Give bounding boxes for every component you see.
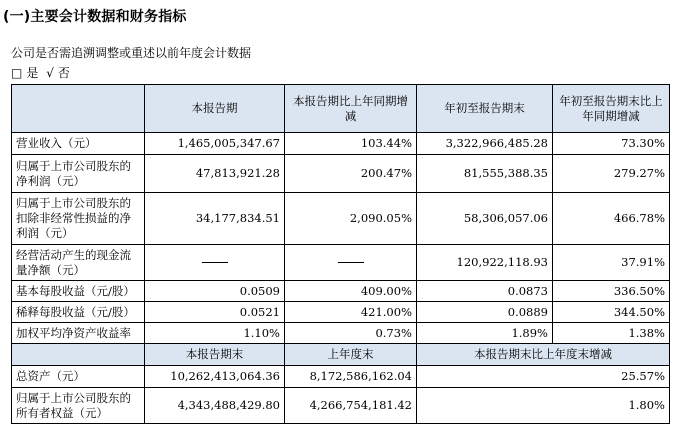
header-prior-year-end: 上年度末	[285, 344, 417, 366]
cell-value: 0.0509	[145, 281, 285, 302]
no-label: 否	[57, 66, 70, 80]
cell-dash	[145, 245, 285, 281]
header-current-period: 本报告期	[145, 85, 285, 133]
cell-value: 34,177,834.51	[145, 193, 285, 245]
dash-mark	[338, 262, 364, 263]
table-row	[12, 193, 670, 245]
cell-value: 73.30%	[553, 133, 670, 155]
cell-value: 1.38%	[553, 323, 670, 344]
dash-mark	[202, 262, 228, 263]
row-label: 基本每股收益（元/股）	[12, 281, 145, 302]
table-row	[12, 388, 670, 424]
cell-value: 47,813,921.28	[145, 155, 285, 193]
row-label: 经营活动产生的现金流量净额（元）	[12, 245, 145, 281]
cell-value: 8,172,586,162.04	[285, 366, 417, 388]
cell-value: 0.73%	[285, 323, 417, 344]
table-header-row	[12, 344, 670, 366]
row-label: 归属于上市公司股东的所有者权益（元）	[12, 388, 145, 424]
section-title: (一)主要会计数据和财务指标	[3, 9, 187, 25]
cell-dash	[285, 245, 417, 281]
cell-value: 344.50%	[553, 302, 670, 323]
cell-value: 409.00%	[285, 281, 417, 302]
header-blank	[12, 344, 145, 366]
cell-value: 3,322,966,485.28	[417, 133, 553, 155]
cell-value: 25.57%	[417, 366, 670, 388]
cell-value: 4,266,754,181.42	[285, 388, 417, 424]
header-ytd-yoy: 年初至报告期末比上年同期增减	[553, 85, 670, 133]
header-period-end: 本报告期末	[145, 344, 285, 366]
header-ytd: 年初至报告期末	[417, 85, 553, 133]
row-label: 稀释每股收益（元/股）	[12, 302, 145, 323]
cell-value: 37.91%	[553, 245, 670, 281]
row-label: 归属于上市公司股东的扣除非经常性损益的净利润（元）	[12, 193, 145, 245]
table-row	[12, 155, 670, 193]
restatement-question: 公司是否需追溯调整或重述以前年度会计数据	[11, 46, 252, 60]
table-row	[12, 366, 670, 388]
header-current-period-yoy: 本报告期比上年同期增减	[285, 85, 417, 133]
cell-value: 10,262,413,064.36	[145, 366, 285, 388]
cell-value: 466.78%	[553, 193, 670, 245]
financial-indicators-table	[11, 84, 670, 424]
cell-value: 421.00%	[285, 302, 417, 323]
table-row	[12, 281, 670, 302]
cell-value: 1.10%	[145, 323, 285, 344]
cell-value: 0.0873	[417, 281, 553, 302]
cell-value: 0.0521	[145, 302, 285, 323]
row-label: 归属于上市公司股东的净利润（元）	[12, 155, 145, 193]
yes-checkbox: □	[11, 66, 23, 80]
table-row	[12, 302, 670, 323]
check-mark-icon: √	[46, 66, 54, 80]
cell-value: 279.27%	[553, 155, 670, 193]
header-change-vs-prior-year-end: 本报告期末比上年度末增减	[417, 344, 670, 366]
cell-value: 120,922,118.93	[417, 245, 553, 281]
header-blank	[12, 85, 145, 133]
table-header-row	[12, 85, 670, 133]
table-row	[12, 133, 670, 155]
row-label: 营业收入（元）	[12, 133, 145, 155]
cell-value: 1,465,005,347.67	[145, 133, 285, 155]
table-row	[12, 245, 670, 281]
cell-value: 81,555,388.35	[417, 155, 553, 193]
yes-label: 是	[26, 66, 39, 80]
table-row	[12, 323, 670, 344]
cell-value: 1.80%	[417, 388, 670, 424]
cell-value: 0.0889	[417, 302, 553, 323]
cell-value: 103.44%	[285, 133, 417, 155]
cell-value: 200.47%	[285, 155, 417, 193]
cell-value: 2,090.05%	[285, 193, 417, 245]
row-label: 加权平均净资产收益率	[12, 323, 145, 344]
cell-value: 1.89%	[417, 323, 553, 344]
cell-value: 4,343,488,429.80	[145, 388, 285, 424]
cell-value: 336.50%	[553, 281, 670, 302]
row-label: 总资产（元）	[12, 366, 145, 388]
restatement-options	[11, 64, 74, 81]
cell-value: 58,306,057.06	[417, 193, 553, 245]
